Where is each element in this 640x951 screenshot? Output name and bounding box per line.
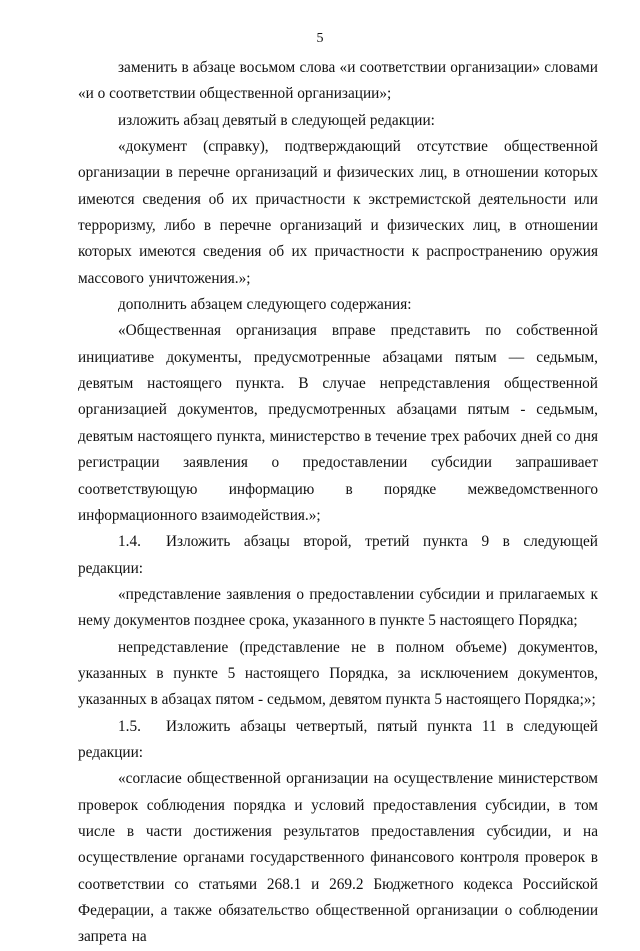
document-body [78,55,598,951]
paragraph-consent-quote: «согласие общественной организации на осуществление министерством проверок соблюдения порядка и условий предоставления субсидии, в том числе в части достижения результатов предоставления субсидии, и на осуществление органами государственного финансового контроля проверок в соответствии со статьями 268.1 и 269.2 Бюджетного кодекса Российской Федерации, а также обязательство общественной организации о соблюдении запрета на [78,770,598,946]
paragraph-item-1-4 [78,529,598,582]
paragraph-initiative-quote: «Общественная организация вправе представить по собственной инициативе документы, предусмотренные абзацами пятым –– седьмым, девятым настоящего пункта. В случае непредставления общественной организацией документов, предусмотренных абзацами пятым - седьмым, девятым настоящего пункта, министерство в течение трех рабочих дней со дня регистрации заявления о предоставлении субсидии запрашивает соответствующую информацию в порядке межведомственного информационного взаимодействия.»; [78,322,598,524]
item-number: 1.4. [118,533,141,551]
item-text: Изложить абзацы четвертый, пятый пункта 11 в следующей редакции: [78,717,598,761]
page-number: 5 [316,31,324,46]
paragraph-add-clause: дополнить абзацем следующего содержания: [118,296,412,314]
item-number: 1.5. [118,717,141,735]
paragraph-document-quote: «документ (справку), подтверждающий отсутствие общественной организации в перечне организаций и физических лиц, в отношении которых имеются сведения об их причастности к экстремистской деятельности или терроризму, либо в перечне организаций и физических лиц, в отношении которых имеются сведения об их причастности к распространению оружия массового уничтожения.»; [78,138,598,287]
paragraph-submission-quote: «представление заявления о предоставлении субсидии и прилагаемых к нему документов позднее срока, указанного в пункте 5 настоящего Порядка; [78,585,598,630]
paragraph-nonsubmission: непредставление (представление не в полном объеме) документов, указанных в пункте 5 настоящего Порядка, за исключением документов, указанных в абзацах пятом - седьмом, девятом пункта 5 настоящего Порядка;»; [78,638,598,709]
paragraph-item-1-5 [78,714,598,767]
item-text: Изложить абзацы второй, третий пункта 9 в следующей редакции: [78,533,598,577]
paragraph-replace-words: заменить в абзаце восьмом слова «и соответствии организации» словами «и о соответствии общественной организации»; [78,59,598,103]
paragraph-amend-ninth: изложить абзац девятый в следующей редакции: [118,111,435,129]
